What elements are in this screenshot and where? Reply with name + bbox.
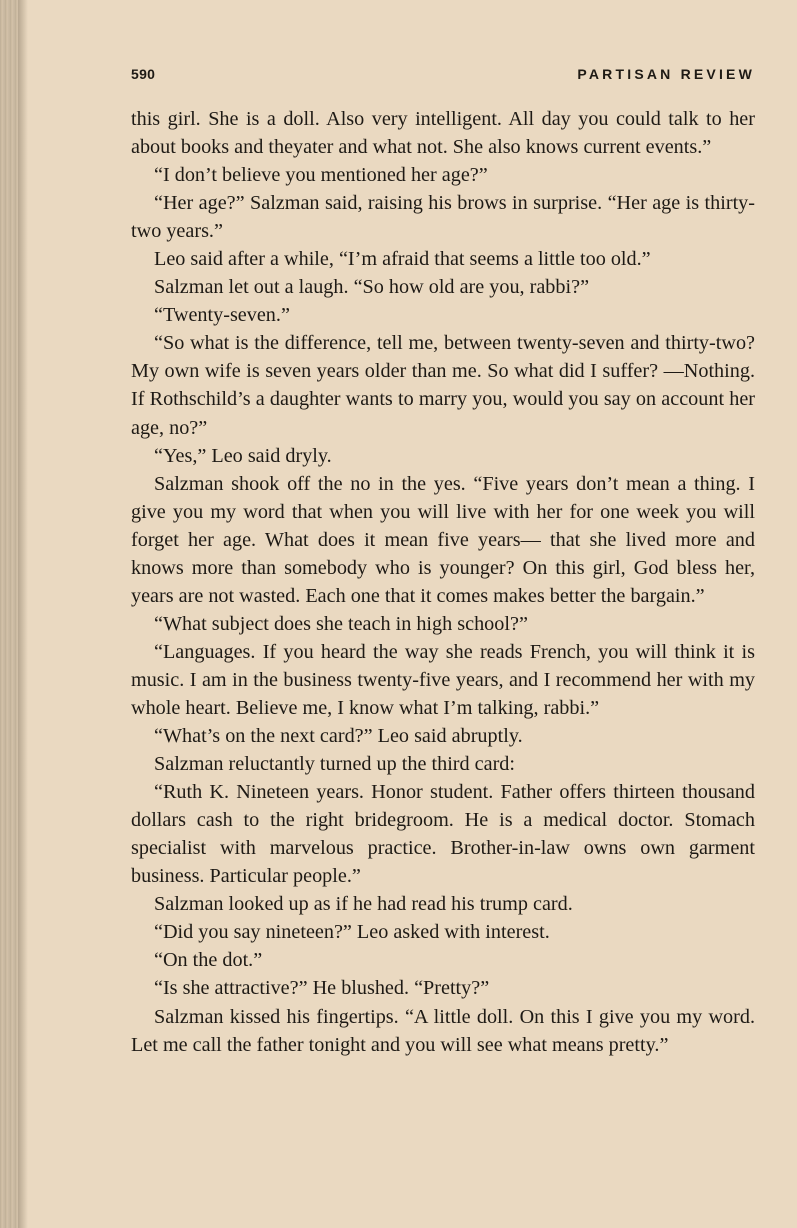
gutter-shadow <box>18 0 28 1228</box>
paragraph: “Twenty-seven.” <box>154 304 290 327</box>
page-number: 590 <box>131 66 156 82</box>
paragraph: this girl. She is a doll. Also very intelligent. All day you could talk to her about books and theyater and what not. She also knows current events.” <box>131 108 755 159</box>
paragraph: “Yes,” Leo said dryly. <box>154 444 332 467</box>
paragraph: Salzman let out a laugh. “So how old are you, rabbi?” <box>154 276 590 299</box>
paragraph: Salzman shook off the no in the yes. “Five years don’t mean a thing. I give you my word that when you will live with her for one week you will forget her age. What does it mean five years— that she lived more and knows more than somebody who is younger? On this girl, God bless her, years are not wasted. Each one that it comes makes better the bargain.” <box>131 472 755 607</box>
paragraph: Salzman looked up as if he had read his trump card. <box>154 893 573 916</box>
paragraph: “Languages. If you heard the way she reads French, you will think it is music. I am in the business twenty-five years, and I recommend her with my whole heart. Believe me, I know what I’m talking, rabbi.” <box>131 640 755 719</box>
paragraph: Leo said after a while, “I’m afraid that seems a little too old.” <box>154 248 651 271</box>
body-text <box>131 105 755 1059</box>
paragraph: Salzman reluctantly turned up the third card: <box>154 753 516 776</box>
paragraph: “Is she attractive?” He blushed. “Pretty?” <box>154 977 490 1000</box>
book-binding-edge <box>0 0 18 1228</box>
paragraph: “I don’t believe you mentioned her age?” <box>154 164 488 187</box>
paragraph: “So what is the difference, tell me, between twenty-seven and thirty-two? My own wife is seven years older than me. So what did I suffer? —Nothing. If Rothschild’s a daughter wants to marry you, would you say on account her age, no?” <box>131 332 755 439</box>
page-header <box>131 66 755 88</box>
paragraph: “Her age?” Salzman said, raising his brows in surprise. “Her age is thirty-two years.” <box>131 192 755 243</box>
paragraph: Salzman kissed his fingertips. “A little doll. On this I give you my word. Let me call the father tonight and you will see what means pretty.” <box>131 1005 755 1056</box>
paragraph: “What’s on the next card?” Leo said abruptly. <box>154 725 523 748</box>
paragraph: “On the dot.” <box>154 949 263 972</box>
running-head: PARTISAN REVIEW <box>577 66 755 82</box>
paragraph: “Did you say nineteen?” Leo asked with interest. <box>154 921 550 944</box>
paragraph: “What subject does she teach in high school?” <box>154 612 528 635</box>
paragraph: “Ruth K. Nineteen years. Honor student. Father offers thirteen thousand dollars cash to the right bridegroom. He is a medical doctor. Stomach specialist with marvelous practice. Brother-in-law owns own garment business. Particular people.” <box>131 781 755 888</box>
